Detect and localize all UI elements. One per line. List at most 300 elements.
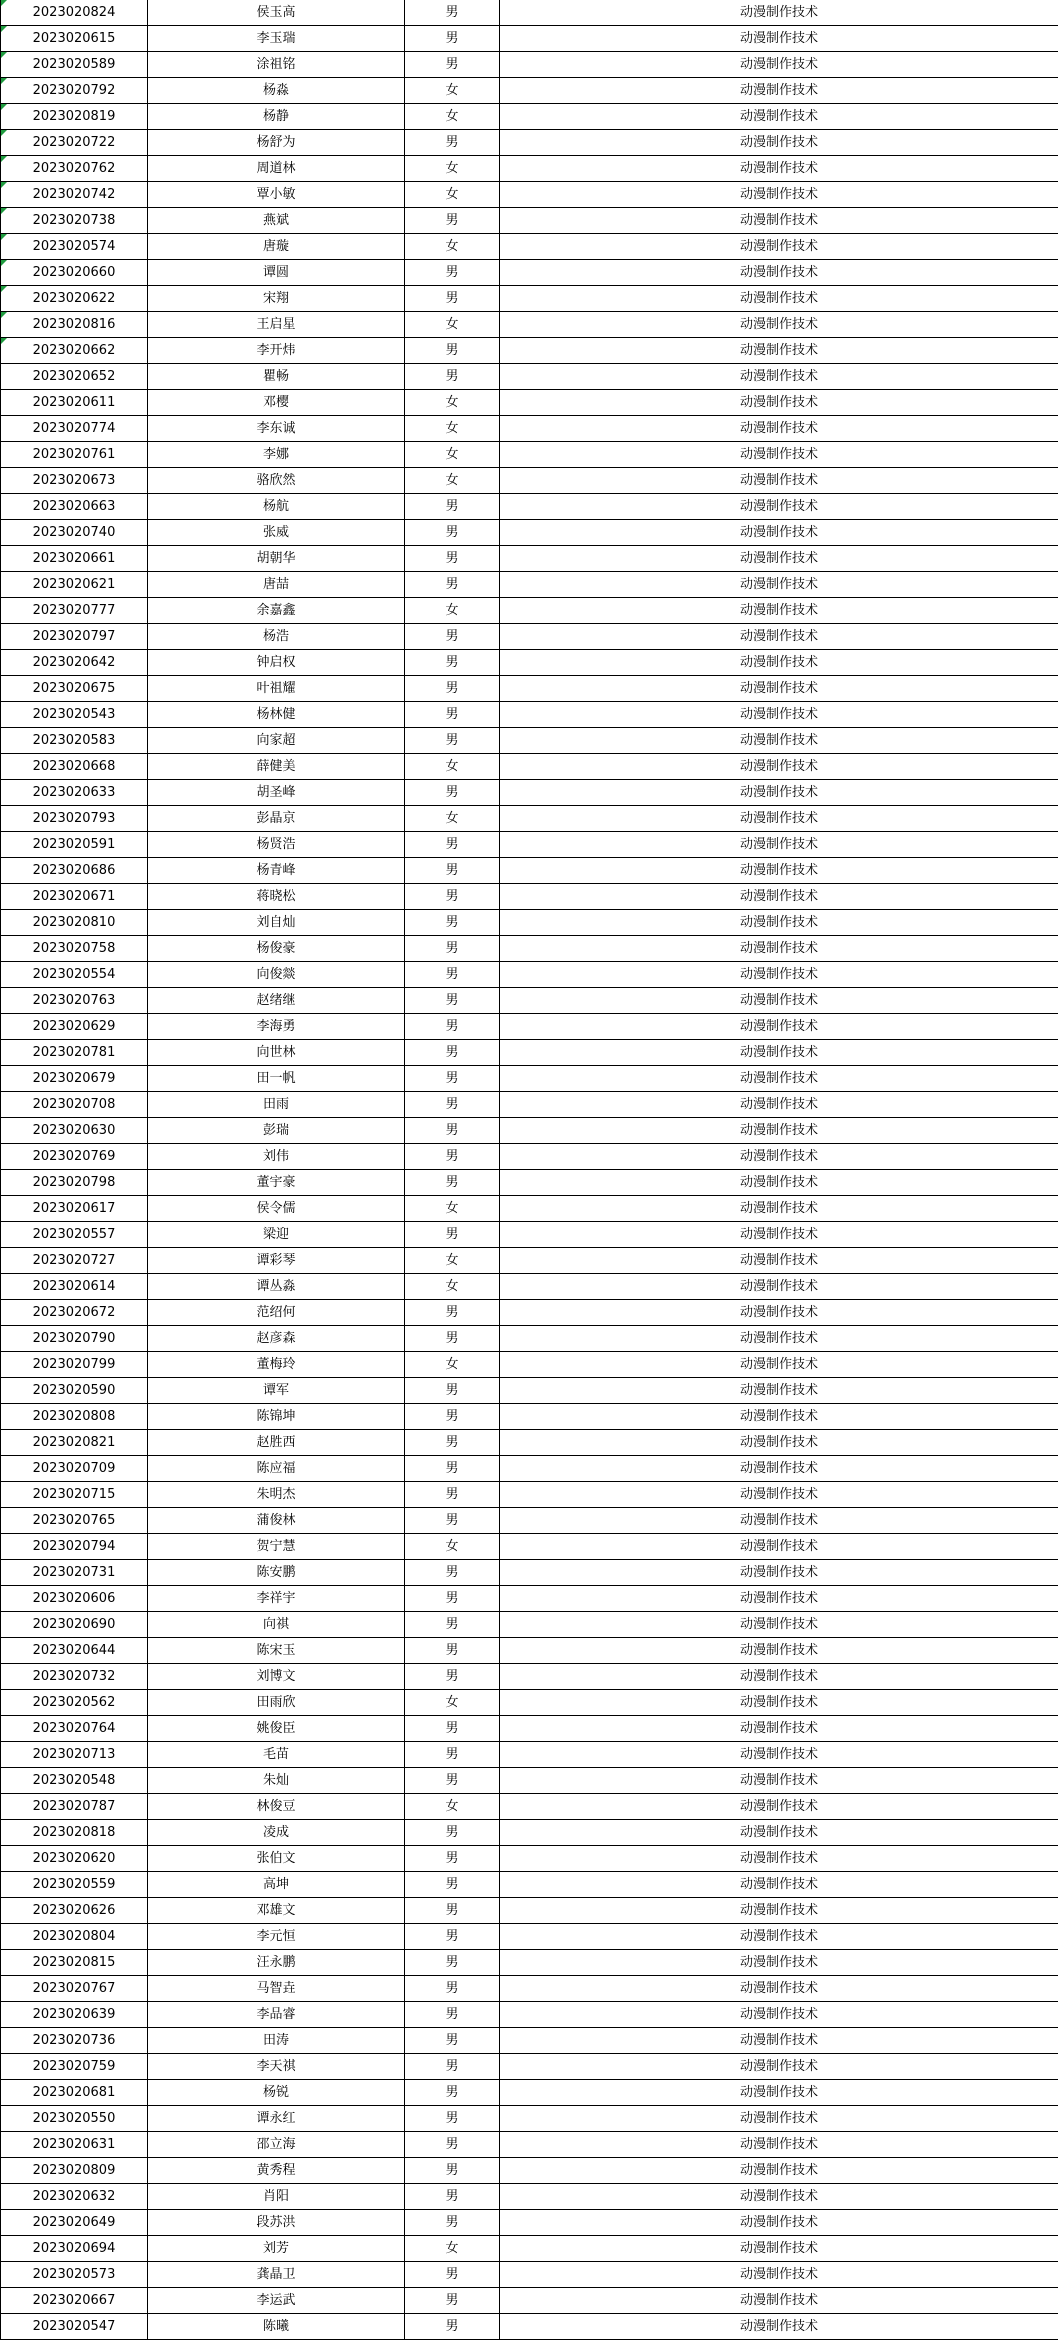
cell-gender[interactable]: 男 [405,2288,500,2314]
cell-name[interactable]: 蒋晓松 [148,884,405,910]
cell-major[interactable]: 动漫制作技术 [500,1300,1058,1326]
cell-name[interactable]: 向世林 [148,1040,405,1066]
cell-name[interactable]: 彭瑞 [148,1118,405,1144]
cell-gender[interactable]: 男 [405,962,500,988]
cell-gender[interactable]: 男 [405,936,500,962]
cell-gender[interactable]: 女 [405,104,500,130]
cell-student-id[interactable]: 2023020690 [1,1612,148,1638]
cell-name[interactable]: 李娜 [148,442,405,468]
cell-major[interactable]: 动漫制作技术 [500,520,1058,546]
cell-student-id[interactable]: 2023020573 [1,2262,148,2288]
cell-gender[interactable]: 男 [405,572,500,598]
cell-name[interactable]: 赵彦森 [148,1326,405,1352]
cell-student-id[interactable]: 2023020738 [1,208,148,234]
cell-name[interactable]: 邓樱 [148,390,405,416]
cell-major[interactable]: 动漫制作技术 [500,1820,1058,1846]
cell-major[interactable]: 动漫制作技术 [500,260,1058,286]
cell-gender[interactable]: 男 [405,1482,500,1508]
cell-gender[interactable]: 女 [405,1534,500,1560]
cell-name[interactable]: 李海勇 [148,1014,405,1040]
cell-student-id[interactable]: 2023020819 [1,104,148,130]
cell-name[interactable]: 侯玉高 [148,0,405,26]
cell-student-id[interactable]: 2023020554 [1,962,148,988]
cell-gender[interactable]: 女 [405,1196,500,1222]
cell-name[interactable]: 汪永鹏 [148,1950,405,1976]
cell-name[interactable]: 凌成 [148,1820,405,1846]
cell-gender[interactable]: 男 [405,2210,500,2236]
cell-name[interactable]: 余嘉鑫 [148,598,405,624]
cell-student-id[interactable]: 2023020629 [1,1014,148,1040]
cell-name[interactable]: 杨贤浩 [148,832,405,858]
cell-student-id[interactable]: 2023020550 [1,2106,148,2132]
cell-gender[interactable]: 女 [405,182,500,208]
cell-major[interactable]: 动漫制作技术 [500,234,1058,260]
cell-major[interactable]: 动漫制作技术 [500,390,1058,416]
cell-name[interactable]: 刘自灿 [148,910,405,936]
cell-gender[interactable]: 男 [405,1378,500,1404]
cell-name[interactable]: 李元恒 [148,1924,405,1950]
cell-student-id[interactable]: 2023020764 [1,1716,148,1742]
cell-name[interactable]: 陈应福 [148,1456,405,1482]
cell-major[interactable]: 动漫制作技术 [500,130,1058,156]
cell-gender[interactable]: 男 [405,988,500,1014]
cell-student-id[interactable]: 2023020615 [1,26,148,52]
cell-gender[interactable]: 男 [405,286,500,312]
cell-student-id[interactable]: 2023020793 [1,806,148,832]
cell-gender[interactable]: 男 [405,1612,500,1638]
cell-student-id[interactable]: 2023020591 [1,832,148,858]
cell-major[interactable]: 动漫制作技术 [500,1092,1058,1118]
cell-student-id[interactable]: 2023020631 [1,2132,148,2158]
cell-major[interactable]: 动漫制作技术 [500,286,1058,312]
cell-student-id[interactable]: 2023020810 [1,910,148,936]
cell-name[interactable]: 朱灿 [148,1768,405,1794]
cell-name[interactable]: 田雨欣 [148,1690,405,1716]
cell-student-id[interactable]: 2023020639 [1,2002,148,2028]
cell-name[interactable]: 黄秀程 [148,2158,405,2184]
cell-name[interactable]: 田涛 [148,2028,405,2054]
cell-major[interactable]: 动漫制作技术 [500,1456,1058,1482]
cell-student-id[interactable]: 2023020794 [1,1534,148,1560]
cell-major[interactable]: 动漫制作技术 [500,1664,1058,1690]
cell-name[interactable]: 瞿畅 [148,364,405,390]
cell-name[interactable]: 唐璇 [148,234,405,260]
cell-major[interactable]: 动漫制作技术 [500,416,1058,442]
cell-gender[interactable]: 男 [405,1846,500,1872]
cell-major[interactable]: 动漫制作技术 [500,2262,1058,2288]
cell-gender[interactable]: 男 [405,1170,500,1196]
cell-student-id[interactable]: 2023020559 [1,1872,148,1898]
cell-name[interactable]: 李玉瑞 [148,26,405,52]
cell-name[interactable]: 李东诚 [148,416,405,442]
cell-major[interactable]: 动漫制作技术 [500,1248,1058,1274]
cell-student-id[interactable]: 2023020792 [1,78,148,104]
cell-gender[interactable]: 男 [405,1118,500,1144]
cell-name[interactable]: 杨航 [148,494,405,520]
cell-gender[interactable]: 女 [405,754,500,780]
cell-student-id[interactable]: 2023020663 [1,494,148,520]
cell-student-id[interactable]: 2023020668 [1,754,148,780]
cell-gender[interactable]: 男 [405,2054,500,2080]
cell-name[interactable]: 田雨 [148,1092,405,1118]
cell-major[interactable]: 动漫制作技术 [500,2054,1058,2080]
cell-name[interactable]: 彭晶京 [148,806,405,832]
cell-gender[interactable]: 男 [405,1560,500,1586]
cell-major[interactable]: 动漫制作技术 [500,702,1058,728]
cell-major[interactable]: 动漫制作技术 [500,1274,1058,1300]
cell-gender[interactable]: 男 [405,1664,500,1690]
cell-student-id[interactable]: 2023020708 [1,1092,148,1118]
cell-major[interactable]: 动漫制作技术 [500,962,1058,988]
cell-name[interactable]: 董宇豪 [148,1170,405,1196]
cell-gender[interactable]: 男 [405,1040,500,1066]
cell-student-id[interactable]: 2023020713 [1,1742,148,1768]
cell-gender[interactable]: 男 [405,1950,500,1976]
cell-gender[interactable]: 女 [405,234,500,260]
cell-name[interactable]: 范绍何 [148,1300,405,1326]
cell-student-id[interactable]: 2023020661 [1,546,148,572]
cell-gender[interactable]: 男 [405,1508,500,1534]
cell-major[interactable]: 动漫制作技术 [500,1196,1058,1222]
cell-student-id[interactable]: 2023020763 [1,988,148,1014]
cell-student-id[interactable]: 2023020765 [1,1508,148,1534]
cell-major[interactable]: 动漫制作技术 [500,1378,1058,1404]
cell-major[interactable]: 动漫制作技术 [500,910,1058,936]
cell-major[interactable]: 动漫制作技术 [500,2132,1058,2158]
cell-name[interactable]: 杨林健 [148,702,405,728]
cell-student-id[interactable]: 2023020816 [1,312,148,338]
cell-name[interactable]: 董梅玲 [148,1352,405,1378]
cell-student-id[interactable]: 2023020821 [1,1430,148,1456]
cell-student-id[interactable]: 2023020662 [1,338,148,364]
cell-gender[interactable]: 女 [405,598,500,624]
cell-major[interactable]: 动漫制作技术 [500,1612,1058,1638]
cell-name[interactable]: 李祥宇 [148,1586,405,1612]
cell-major[interactable]: 动漫制作技术 [500,988,1058,1014]
cell-gender[interactable]: 男 [405,1092,500,1118]
cell-major[interactable]: 动漫制作技术 [500,572,1058,598]
cell-student-id[interactable]: 2023020621 [1,572,148,598]
cell-gender[interactable]: 男 [405,2132,500,2158]
cell-major[interactable]: 动漫制作技术 [500,1898,1058,1924]
cell-major[interactable]: 动漫制作技术 [500,832,1058,858]
cell-gender[interactable]: 男 [405,0,500,26]
cell-student-id[interactable]: 2023020758 [1,936,148,962]
cell-gender[interactable]: 男 [405,2314,500,2340]
cell-major[interactable]: 动漫制作技术 [500,1404,1058,1430]
cell-gender[interactable]: 男 [405,2106,500,2132]
cell-name[interactable]: 贺宁慧 [148,1534,405,1560]
cell-student-id[interactable]: 2023020790 [1,1326,148,1352]
cell-gender[interactable]: 女 [405,390,500,416]
cell-major[interactable]: 动漫制作技术 [500,1430,1058,1456]
cell-name[interactable]: 李开炜 [148,338,405,364]
cell-major[interactable]: 动漫制作技术 [500,1638,1058,1664]
cell-student-id[interactable]: 2023020769 [1,1144,148,1170]
cell-major[interactable]: 动漫制作技术 [500,104,1058,130]
cell-major[interactable]: 动漫制作技术 [500,2210,1058,2236]
cell-major[interactable]: 动漫制作技术 [500,1144,1058,1170]
cell-gender[interactable]: 男 [405,26,500,52]
cell-major[interactable]: 动漫制作技术 [500,1222,1058,1248]
cell-student-id[interactable]: 2023020667 [1,2288,148,2314]
cell-major[interactable]: 动漫制作技术 [500,468,1058,494]
cell-gender[interactable]: 男 [405,1976,500,2002]
cell-name[interactable]: 张威 [148,520,405,546]
cell-gender[interactable]: 女 [405,1794,500,1820]
cell-major[interactable]: 动漫制作技术 [500,26,1058,52]
cell-gender[interactable]: 男 [405,1716,500,1742]
cell-name[interactable]: 刘博文 [148,1664,405,1690]
cell-major[interactable]: 动漫制作技术 [500,156,1058,182]
cell-student-id[interactable]: 2023020681 [1,2080,148,2106]
cell-major[interactable]: 动漫制作技术 [500,494,1058,520]
cell-gender[interactable]: 女 [405,156,500,182]
cell-name[interactable]: 谭彩琴 [148,1248,405,1274]
cell-gender[interactable]: 女 [405,1248,500,1274]
cell-major[interactable]: 动漫制作技术 [500,52,1058,78]
cell-name[interactable]: 赵胜西 [148,1430,405,1456]
cell-student-id[interactable]: 2023020798 [1,1170,148,1196]
cell-major[interactable]: 动漫制作技术 [500,1560,1058,1586]
cell-major[interactable]: 动漫制作技术 [500,754,1058,780]
cell-major[interactable]: 动漫制作技术 [500,2236,1058,2262]
cell-gender[interactable]: 男 [405,1300,500,1326]
cell-gender[interactable]: 女 [405,806,500,832]
cell-name[interactable]: 李天祺 [148,2054,405,2080]
cell-name[interactable]: 杨静 [148,104,405,130]
cell-major[interactable]: 动漫制作技术 [500,1066,1058,1092]
cell-name[interactable]: 胡朝华 [148,546,405,572]
cell-student-id[interactable]: 2023020660 [1,260,148,286]
cell-student-id[interactable]: 2023020642 [1,650,148,676]
cell-major[interactable]: 动漫制作技术 [500,598,1058,624]
cell-student-id[interactable]: 2023020774 [1,416,148,442]
cell-student-id[interactable]: 2023020824 [1,0,148,26]
cell-name[interactable]: 李品睿 [148,2002,405,2028]
cell-student-id[interactable]: 2023020727 [1,1248,148,1274]
cell-gender[interactable]: 男 [405,364,500,390]
cell-student-id[interactable]: 2023020818 [1,1820,148,1846]
cell-name[interactable]: 钟启权 [148,650,405,676]
cell-student-id[interactable]: 2023020742 [1,182,148,208]
cell-major[interactable]: 动漫制作技术 [500,728,1058,754]
cell-major[interactable]: 动漫制作技术 [500,546,1058,572]
cell-major[interactable]: 动漫制作技术 [500,1534,1058,1560]
cell-gender[interactable]: 女 [405,416,500,442]
cell-major[interactable]: 动漫制作技术 [500,78,1058,104]
cell-major[interactable]: 动漫制作技术 [500,2106,1058,2132]
cell-name[interactable]: 覃小敏 [148,182,405,208]
cell-student-id[interactable]: 2023020686 [1,858,148,884]
cell-gender[interactable]: 女 [405,1352,500,1378]
cell-student-id[interactable]: 2023020632 [1,2184,148,2210]
cell-student-id[interactable]: 2023020583 [1,728,148,754]
cell-major[interactable]: 动漫制作技术 [500,208,1058,234]
cell-gender[interactable]: 男 [405,52,500,78]
cell-student-id[interactable]: 2023020777 [1,598,148,624]
cell-gender[interactable]: 男 [405,1820,500,1846]
cell-gender[interactable]: 男 [405,1872,500,1898]
cell-major[interactable]: 动漫制作技术 [500,1924,1058,1950]
cell-major[interactable]: 动漫制作技术 [500,936,1058,962]
cell-gender[interactable]: 男 [405,1924,500,1950]
cell-name[interactable]: 李运武 [148,2288,405,2314]
cell-major[interactable]: 动漫制作技术 [500,1976,1058,2002]
cell-name[interactable]: 刘芳 [148,2236,405,2262]
cell-student-id[interactable]: 2023020731 [1,1560,148,1586]
cell-name[interactable]: 杨青峰 [148,858,405,884]
cell-gender[interactable]: 男 [405,208,500,234]
cell-gender[interactable]: 男 [405,1014,500,1040]
cell-major[interactable]: 动漫制作技术 [500,780,1058,806]
cell-name[interactable]: 朱明杰 [148,1482,405,1508]
cell-student-id[interactable]: 2023020589 [1,52,148,78]
cell-student-id[interactable]: 2023020740 [1,520,148,546]
cell-gender[interactable]: 女 [405,1690,500,1716]
cell-major[interactable]: 动漫制作技术 [500,1508,1058,1534]
cell-gender[interactable]: 男 [405,1326,500,1352]
cell-name[interactable]: 向祺 [148,1612,405,1638]
cell-major[interactable]: 动漫制作技术 [500,1586,1058,1612]
cell-gender[interactable]: 男 [405,260,500,286]
cell-name[interactable]: 林俊豆 [148,1794,405,1820]
cell-student-id[interactable]: 2023020606 [1,1586,148,1612]
cell-name[interactable]: 向俊燚 [148,962,405,988]
cell-gender[interactable]: 男 [405,2080,500,2106]
cell-student-id[interactable]: 2023020694 [1,2236,148,2262]
cell-major[interactable]: 动漫制作技术 [500,1742,1058,1768]
cell-gender[interactable]: 男 [405,546,500,572]
cell-name[interactable]: 陈锦坤 [148,1404,405,1430]
cell-gender[interactable]: 女 [405,468,500,494]
cell-name[interactable]: 胡圣峰 [148,780,405,806]
cell-student-id[interactable]: 2023020767 [1,1976,148,2002]
cell-gender[interactable]: 男 [405,2002,500,2028]
cell-name[interactable]: 谭丛淼 [148,1274,405,1300]
cell-student-id[interactable]: 2023020557 [1,1222,148,1248]
cell-gender[interactable]: 男 [405,494,500,520]
cell-student-id[interactable]: 2023020652 [1,364,148,390]
cell-student-id[interactable]: 2023020715 [1,1482,148,1508]
cell-gender[interactable]: 男 [405,650,500,676]
cell-name[interactable]: 杨舒为 [148,130,405,156]
cell-gender[interactable]: 男 [405,780,500,806]
cell-major[interactable]: 动漫制作技术 [500,1768,1058,1794]
cell-student-id[interactable]: 2023020804 [1,1924,148,1950]
cell-name[interactable]: 蒲俊林 [148,1508,405,1534]
cell-student-id[interactable]: 2023020675 [1,676,148,702]
cell-gender[interactable]: 男 [405,338,500,364]
cell-gender[interactable]: 男 [405,1144,500,1170]
cell-student-id[interactable]: 2023020759 [1,2054,148,2080]
cell-gender[interactable]: 男 [405,1430,500,1456]
cell-student-id[interactable]: 2023020736 [1,2028,148,2054]
cell-major[interactable]: 动漫制作技术 [500,442,1058,468]
cell-student-id[interactable]: 2023020732 [1,1664,148,1690]
cell-major[interactable]: 动漫制作技术 [500,2080,1058,2106]
cell-student-id[interactable]: 2023020574 [1,234,148,260]
cell-gender[interactable]: 女 [405,78,500,104]
cell-gender[interactable]: 男 [405,1404,500,1430]
cell-name[interactable]: 谭军 [148,1378,405,1404]
cell-student-id[interactable]: 2023020671 [1,884,148,910]
cell-name[interactable]: 邵立海 [148,2132,405,2158]
cell-gender[interactable]: 女 [405,312,500,338]
cell-name[interactable]: 骆欣然 [148,468,405,494]
cell-major[interactable]: 动漫制作技术 [500,312,1058,338]
cell-name[interactable]: 陈宋玉 [148,1638,405,1664]
cell-gender[interactable]: 女 [405,442,500,468]
cell-name[interactable]: 谭永红 [148,2106,405,2132]
cell-student-id[interactable]: 2023020644 [1,1638,148,1664]
cell-major[interactable]: 动漫制作技术 [500,0,1058,26]
cell-major[interactable]: 动漫制作技术 [500,2314,1058,2340]
cell-student-id[interactable]: 2023020543 [1,702,148,728]
cell-name[interactable]: 薛健美 [148,754,405,780]
cell-major[interactable]: 动漫制作技术 [500,2028,1058,2054]
cell-major[interactable]: 动漫制作技术 [500,2288,1058,2314]
cell-name[interactable]: 向家超 [148,728,405,754]
cell-name[interactable]: 叶祖耀 [148,676,405,702]
cell-gender[interactable]: 男 [405,130,500,156]
cell-gender[interactable]: 男 [405,832,500,858]
cell-major[interactable]: 动漫制作技术 [500,1040,1058,1066]
cell-major[interactable]: 动漫制作技术 [500,884,1058,910]
cell-gender[interactable]: 男 [405,728,500,754]
cell-student-id[interactable]: 2023020649 [1,2210,148,2236]
cell-student-id[interactable]: 2023020781 [1,1040,148,1066]
cell-student-id[interactable]: 2023020799 [1,1352,148,1378]
cell-major[interactable]: 动漫制作技术 [500,1482,1058,1508]
cell-name[interactable]: 杨淼 [148,78,405,104]
cell-student-id[interactable]: 2023020762 [1,156,148,182]
cell-student-id[interactable]: 2023020797 [1,624,148,650]
cell-major[interactable]: 动漫制作技术 [500,806,1058,832]
cell-name[interactable]: 梁迎 [148,1222,405,1248]
cell-student-id[interactable]: 2023020709 [1,1456,148,1482]
cell-gender[interactable]: 男 [405,520,500,546]
cell-name[interactable]: 段苏洪 [148,2210,405,2236]
cell-gender[interactable]: 男 [405,2262,500,2288]
cell-name[interactable]: 赵绪继 [148,988,405,1014]
cell-name[interactable]: 王启星 [148,312,405,338]
cell-gender[interactable]: 男 [405,2184,500,2210]
cell-name[interactable]: 周道林 [148,156,405,182]
cell-major[interactable]: 动漫制作技术 [500,676,1058,702]
cell-major[interactable]: 动漫制作技术 [500,1170,1058,1196]
cell-gender[interactable]: 女 [405,2236,500,2262]
cell-name[interactable]: 陈曦 [148,2314,405,2340]
cell-name[interactable]: 陈安鹏 [148,1560,405,1586]
cell-student-id[interactable]: 2023020787 [1,1794,148,1820]
cell-major[interactable]: 动漫制作技术 [500,1352,1058,1378]
cell-major[interactable]: 动漫制作技术 [500,1794,1058,1820]
cell-gender[interactable]: 男 [405,1742,500,1768]
cell-student-id[interactable]: 2023020547 [1,2314,148,2340]
cell-student-id[interactable]: 2023020626 [1,1898,148,1924]
cell-student-id[interactable]: 2023020673 [1,468,148,494]
cell-gender[interactable]: 男 [405,884,500,910]
cell-name[interactable]: 龚晶卫 [148,2262,405,2288]
cell-major[interactable]: 动漫制作技术 [500,624,1058,650]
cell-student-id[interactable]: 2023020617 [1,1196,148,1222]
cell-name[interactable]: 马智垚 [148,1976,405,2002]
cell-gender[interactable]: 男 [405,1898,500,1924]
cell-student-id[interactable]: 2023020679 [1,1066,148,1092]
cell-major[interactable]: 动漫制作技术 [500,1690,1058,1716]
cell-major[interactable]: 动漫制作技术 [500,338,1058,364]
